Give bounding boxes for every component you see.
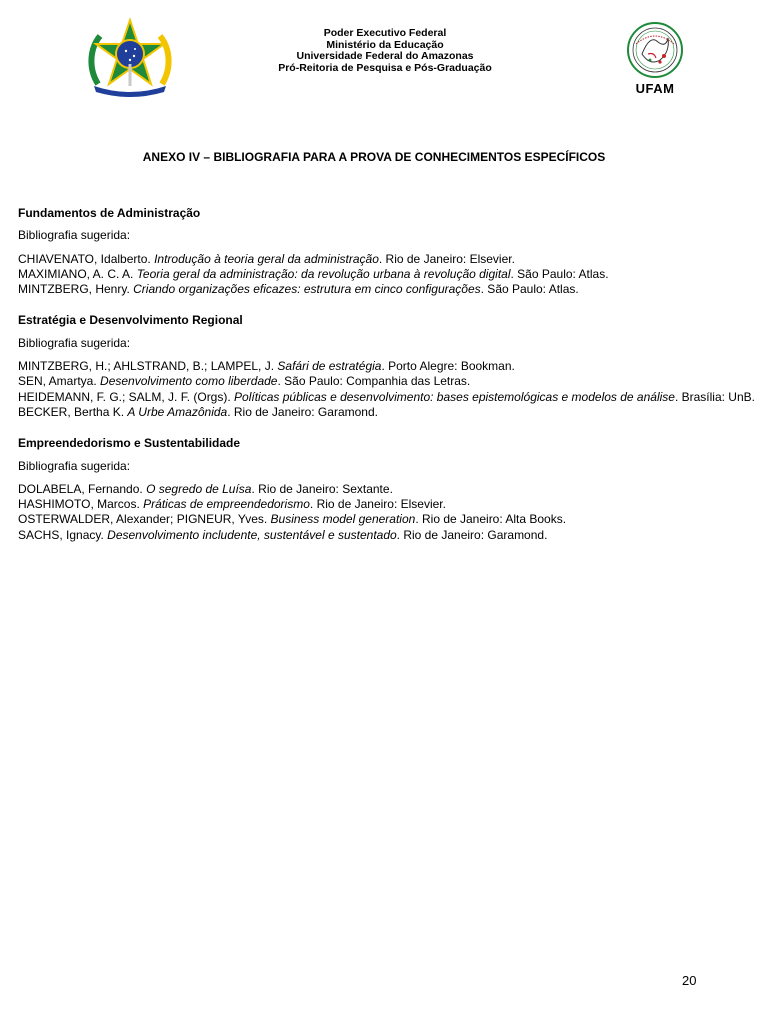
reference-item: OSTERWALDER, Alexander; PIGNEUR, Yves. Business model generation. Rio de Janeiro: Alta Books.	[18, 512, 567, 527]
ufam-logo	[620, 22, 690, 100]
ufam-logo-label: UFAM	[635, 81, 675, 96]
page-header	[0, 0, 768, 110]
brazil-coat-of-arms-icon	[84, 18, 176, 98]
section-empreendedorismo	[18, 436, 748, 543]
ufam-seal-icon	[620, 22, 690, 80]
section-subtitle: Bibliografia sugerida:	[18, 228, 131, 243]
reference-item: CHIAVENATO, Idalberto. Introdução à teoria geral da administração. Rio de Janeiro: Elsevier.	[18, 251, 515, 266]
section-fundamentos	[18, 206, 748, 297]
section-estrategia	[18, 313, 755, 420]
reference-item: HEIDEMANN, F. G.; SALM, J. F. (Orgs). Políticas públicas e desenvolvimento: bases epistemológicas e modelos de análise. Brasília: UnB.	[18, 389, 755, 404]
header-line-university: Universidade Federal do Amazonas	[296, 50, 474, 62]
reference-item: HASHIMOTO, Marcos. Práticas de empreendedorismo. Rio de Janeiro: Elsevier.	[18, 497, 446, 512]
reference-item: SEN, Amartya. Desenvolvimento como liberdade. São Paulo: Companhia das Letras.	[18, 374, 471, 389]
reference-item: DOLABELA, Fernando. O segredo de Luísa. Rio de Janeiro: Sextante.	[18, 481, 393, 496]
page-number: 20	[682, 973, 697, 988]
header-line-executive: Poder Executivo Federal	[323, 27, 447, 39]
section-subtitle: Bibliografia sugerida:	[18, 458, 131, 473]
section-subtitle: Bibliografia sugerida:	[18, 335, 131, 350]
annex-title: ANEXO IV – BIBLIOGRAFIA PARA A PROVA DE CONHECIMENTOS ESPECÍFICOS	[142, 150, 606, 164]
section-title: Estratégia e Desenvolvimento Regional	[18, 313, 243, 328]
header-line-prorectorate: Pró-Reitoria de Pesquisa e Pós-Graduação	[278, 61, 492, 74]
bibliography-content	[18, 206, 755, 559]
section-title: Fundamentos de Administração	[18, 206, 201, 220]
header-line-ministry: Ministério da Educação	[326, 38, 444, 51]
reference-item: MINTZBERG, H.; AHLSTRAND, B.; LAMPEL, J. Safári de estratégia. Porto Alegre: Bookman.	[18, 359, 515, 374]
reference-item: MINTZBERG, Henry. Criando organizações eficazes: estrutura em cinco configurações. São Paulo: Atlas.	[18, 282, 579, 297]
reference-item: SACHS, Ignacy. Desenvolvimento includente, sustentável e sustentado. Rio de Janeiro: Garamond.	[18, 527, 548, 542]
reference-item: MAXIMIANO, A. C. A. Teoria geral da administração: da revolução urbana à revolução digital. São Paulo: Atlas.	[18, 266, 609, 281]
reference-item: BECKER, Bertha K. A Urbe Amazônida. Rio de Janeiro: Garamond.	[18, 404, 378, 419]
section-title: Empreendedorismo e Sustentabilidade	[18, 436, 241, 451]
header-institution-text	[240, 28, 530, 74]
